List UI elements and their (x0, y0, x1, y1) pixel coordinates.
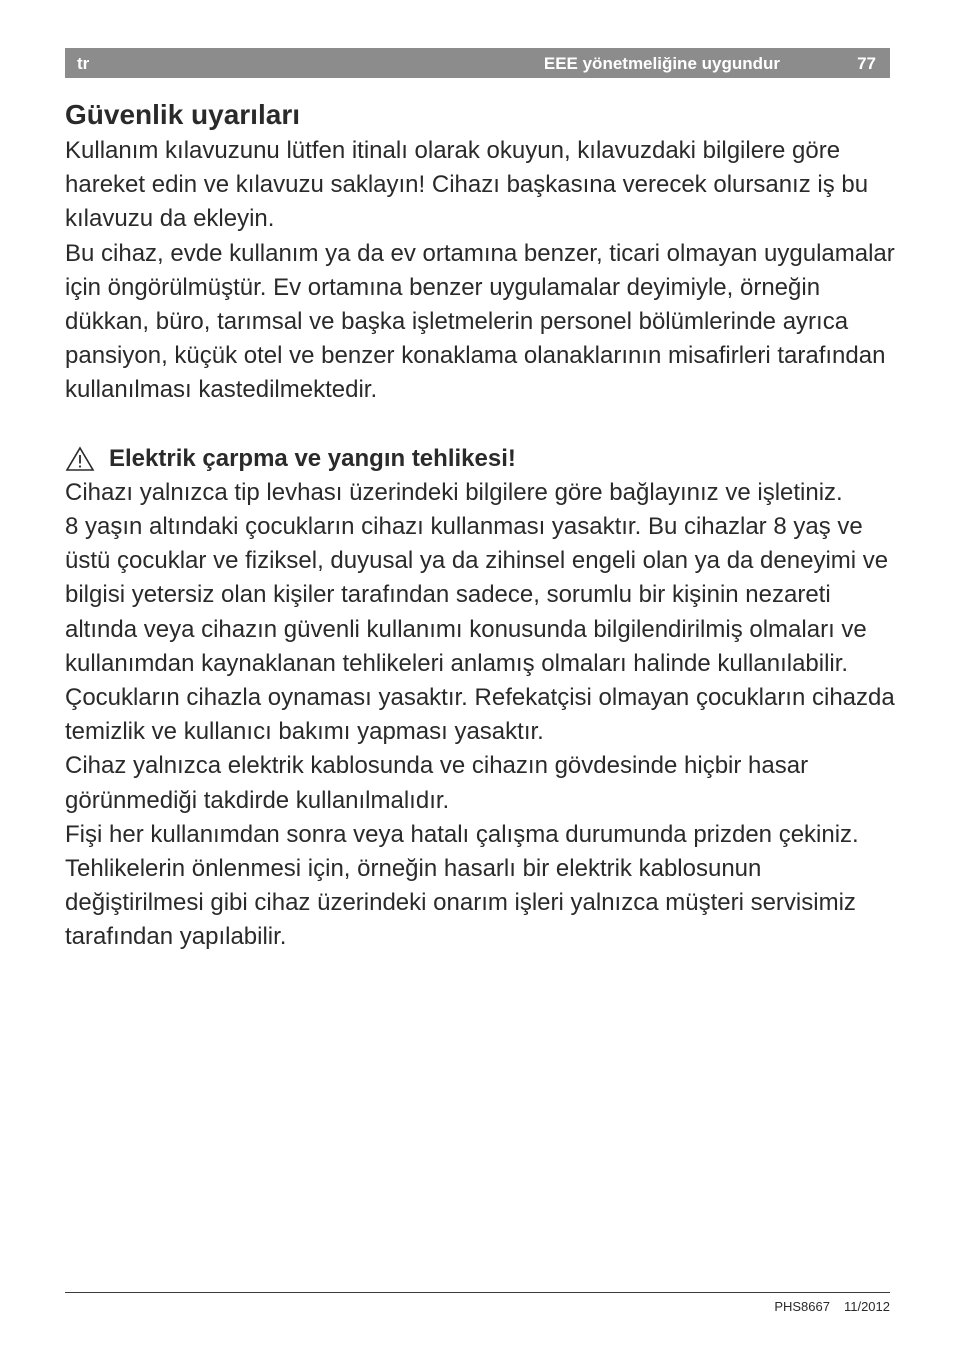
warning-heading-text: Elektrik çarpma ve yangın tehlikesi! (109, 444, 516, 472)
footer-date: 11/2012 (843, 1299, 890, 1314)
warning-paragraph: Cihaz yalnızca elektrik kablosunda ve cihazın gövdesinde hiçbir hasar görünmediği takdirde kullanılmalıdır. (65, 752, 809, 814)
footer-model: PHS8667 (774, 1299, 830, 1314)
page-title: Güvenlik uyarıları (65, 99, 300, 130)
warning-paragraph: Fişi her kullanımdan sonra veya hatalı çalışma durumunda prizden çekiniz. (65, 820, 859, 848)
section-spacer (65, 408, 895, 442)
warning-heading (65, 442, 895, 476)
warning-triangle-icon (65, 446, 95, 472)
intro-paragraph: Bu cihaz, evde kullanım ya da ev ortamına benzer, ticari olmayan uygulamalar için öngörülmüştür. Ev ortamına benzer uygulamalar deyimiyle, örneğin dükkan, büro, tarımsal ve başka işletmelerin personel bölümlerinde ayrıca pansiyon, küçük otel ve benzer konaklama olanaklarının misafirleri tarafından kullanılması kastedilmektedir. (65, 239, 895, 404)
warning-paragraph: 8 yaşın altındaki çocukların cihazı kullanması yasaktır. Bu cihazlar 8 yaş ve üstü çocuklar ve fiziksel, duyusal ya da zihinsel engeli olan ya da deneyimi ve bilgisi yetersiz olan kişiler tarafından sadece, sorumlu bir kişinin nezareti altında veya cihazın güvenli kullanımı konusunda bilgilendirilmiş olmaları ve kullanımdan kaynaklanan tehlikeleri anlamış olmaları halinde kullanılabilir. Çocukların cihazla oynaması yasaktır. Refekatçisi olmayan çocukların cihazda temizlik ve kullanıcı bakımı yapması yasaktır. (65, 513, 895, 746)
intro-paragraph: Kullanım kılavuzunu lütfen itinalı olarak okuyun, kılavuzdaki bilgilere göre hareket edin ve kılavuzu saklayın! Cihazı başkasına verecek olursanız iş bu kılavuzu da ekleyin. (65, 137, 869, 233)
language-code: tr (77, 54, 90, 73)
warning-paragraph: Tehlikelerin önlenmesi için, örneğin hasarlı bir elektrik kablosunun değiştirilmesi gibi cihaz üzerindeki onarım işleri yalnızca müşteri servisimiz tarafından yapılabilir. (65, 855, 856, 951)
page-number: 77 (857, 54, 876, 73)
header-bar (65, 48, 890, 78)
warning-paragraph: Cihazı yalnızca tip levhası üzerindeki bilgilere göre bağlayınız ve işletiniz. (65, 478, 843, 506)
main-content (65, 96, 895, 955)
section-title: EEE yönetmeliğine uygundur (543, 54, 780, 73)
footer-divider (65, 1292, 890, 1293)
footer (774, 1299, 890, 1314)
